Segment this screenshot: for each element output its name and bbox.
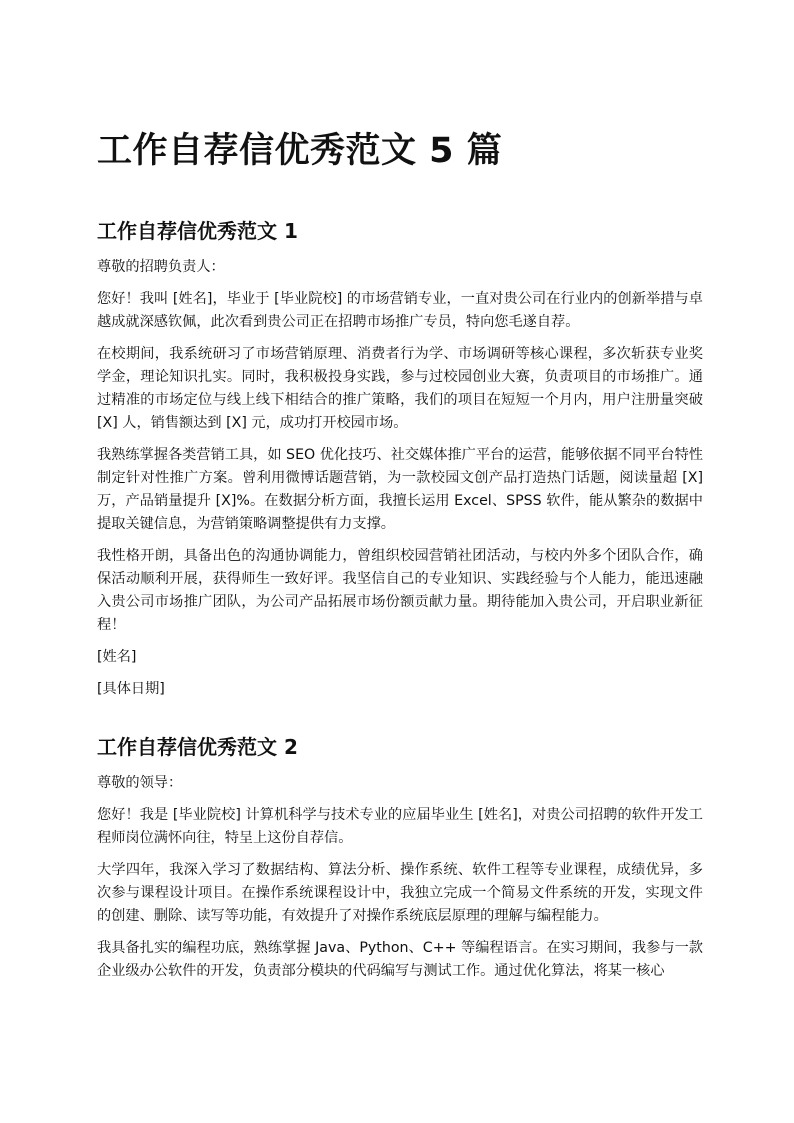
letter-greeting: 尊敬的领导： [97, 775, 183, 791]
letter-greeting: 尊敬的招聘负责人： [97, 259, 225, 275]
letter-signature: [姓名] [97, 649, 137, 665]
letter-paragraph: 我性格开朗，具备出色的沟通协调能力，曾组织校园营销社团活动，与校内外多个团队合作，确保活动顺利开展，获得师生一致好评。我坚信自己的专业知识、实践经验与个人能力，能迅速融入贵公司市场推广团队，为公司产品拓展市场份额贡献力量。期待能加入贵公司，开启职业新征程！ [97, 548, 703, 633]
letter-paragraph: 您好！我叫 [姓名]，毕业于 [毕业院校] 的市场营销专业，一直对贵公司在行业内的创新举措与卓越成就深感钦佩，此次看到贵公司正在招聘市场推广专员，特向您毛遂自荐。 [97, 291, 703, 330]
letter-date: [具体日期] [97, 681, 165, 697]
letter-section-1 [97, 217, 703, 710]
letter-paragraph: 在校期间，我系统研习了市场营销原理、消费者行为学、市场调研等核心课程，多次斩获专业奖学金，理论知识扎实。同时，我积极投身实践，参与过校园创业大赛，负责项目的市场推广。通过精准的市场定位与线上线下相结合的推广策略，我们的项目在短短一个月内，用户注册量突破 [X] 人，销售额达到 [X] 元，成功打开校园市场。 [97, 346, 703, 431]
section-heading: 工作自荐信优秀范文 1 [97, 219, 298, 243]
letter-section-2 [97, 733, 703, 992]
letter-paragraph: 我具备扎实的编程功底，熟练掌握 Java、Python、C++ 等编程语言。在实习期间，我参与一款企业级办公软件的开发，负责部分模块的代码编写与测试工作。通过优化算法，将某一核心 [97, 940, 703, 979]
document-title: 工作自荐信优秀范文 5 篇 [97, 131, 503, 171]
letter-paragraph: 您好！我是 [毕业院校] 计算机科学与技术专业的应届毕业生 [姓名]，对贵公司招聘的软件开发工程师岗位满怀向往，特呈上这份自荐信。 [97, 807, 703, 846]
letter-paragraph: 我熟练掌握各类营销工具，如 SEO 优化技巧、社交媒体推广平台的运营，能够依据不同平台特性制定针对性推广方案。曾利用微博话题营销，为一款校园文创产品打造热门话题，阅读量超 [X] 万，产品销量提升 [X]%。在数据分析方面，我擅长运用 Excel、SPSS 软件，能从繁杂的数据中提取关键信息，为营销策略调整提供有力支撑。 [97, 447, 703, 532]
letter-paragraph: 大学四年，我深入学习了数据结构、算法分析、操作系统、软件工程等专业课程，成绩优异，多次参与课程设计项目。在操作系统课程设计中，我独立完成一个简易文件系统的开发，实现文件的创建、删除、读写等功能，有效提升了对操作系统底层原理的理解与编程能力。 [97, 862, 703, 924]
section-heading: 工作自荐信优秀范文 2 [97, 735, 298, 759]
